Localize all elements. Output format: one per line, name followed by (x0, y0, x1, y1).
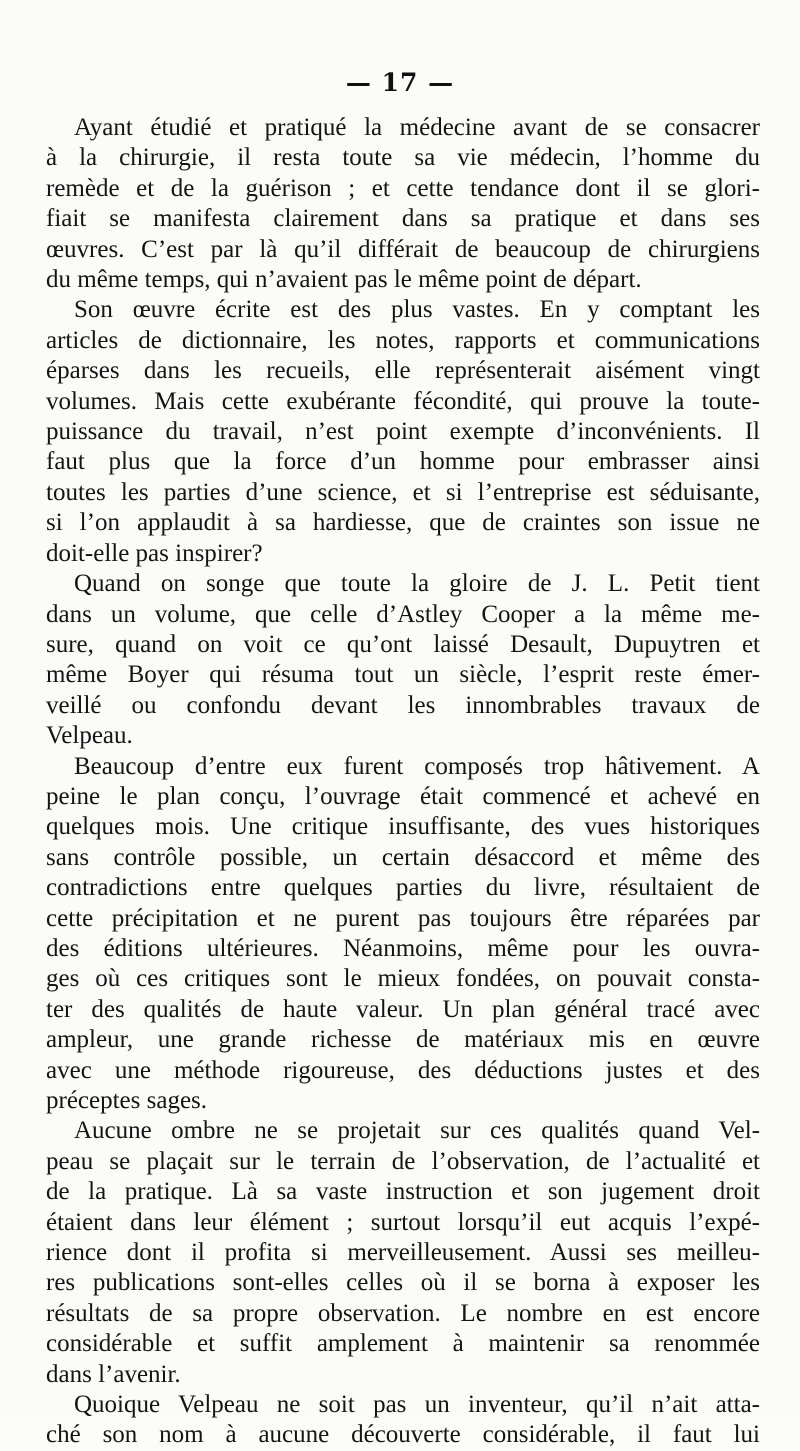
text-line: des éditions ultérieures. Néanmoins, même pour les ouvra- (46, 934, 760, 962)
paragraph (46, 295, 760, 569)
text-line: res publications sont-elles celles où il se borna à exposer les (46, 1269, 760, 1297)
text-line: si l’on applaudit à sa hardiesse, que de craintes son issue ne (46, 509, 760, 537)
text-line: Ayant étudié et pratiqué la médecine avant de se consacrer (74, 114, 760, 141)
text-line: volumes. Mais cette exubérante fécondité, qui prouve la toute- (46, 387, 760, 415)
text-line: avec une méthode rigoureuse, des déductions justes et des (46, 1056, 760, 1084)
text-line: étaient dans leur élément ; surtout lorsqu’il eut acquis l’expé- (46, 1208, 760, 1236)
text-line: sans contrôle possible, un certain désaccord et même des (46, 843, 760, 871)
paragraph (46, 752, 760, 1117)
text-line: doit-elle pas inspirer? (46, 539, 263, 567)
text-line: éparses dans les recueils, elle représenterait aisément vingt (46, 357, 760, 385)
text-line: ampleur, une grande richesse de matériaux mis en œuvre (46, 1026, 760, 1054)
text-line: Quand on songe que toute la gloire de J. L. Petit tient (74, 570, 760, 598)
text-line: résultats de sa propre observation. Le nombre en est encore (46, 1299, 760, 1327)
text-line: de la pratique. Là sa vaste instruction et son jugement droit (46, 1178, 760, 1206)
paragraph (46, 113, 760, 295)
text-line: faut plus que la force d’un homme pour embrasser ainsi (46, 448, 760, 476)
text-line: fiait se manifesta clairement dans sa pratique et dans ses (46, 205, 760, 233)
page-number: — 17 — (345, 68, 455, 97)
text-line: dans un volume, que celle d’Astley Cooper a la même me- (46, 600, 760, 628)
text-line: remède et de la guérison ; et cette tendance dont il se glori- (46, 174, 760, 202)
text-line: ter des qualités de haute valeur. Un plan général tracé avec (46, 995, 760, 1023)
text-line: Beaucoup d’entre eux furent composés trop hâtivement. A (74, 752, 760, 780)
text-line: Son œuvre écrite est des plus vastes. En y comptant les (74, 296, 760, 324)
text-line: contradictions entre quelques parties du livre, résultaient de (46, 874, 760, 902)
body-text (46, 113, 760, 1451)
text-line: articles de dictionnaire, les notes, rapports et communications (46, 326, 760, 354)
text-line: œuvres. C’est par là qu’il différait de beaucoup de chirurgiens (46, 235, 760, 263)
text-line: sure, quand on voit ce qu’ont laissé Desault, Dupuytren et (46, 630, 760, 658)
text-line: ché son nom à aucune découverte considérable, il faut lui (46, 1421, 760, 1449)
text-line: quelques mois. Une critique insuffisante, des vues historiques (46, 813, 760, 841)
text-line: Quoique Velpeau ne soit pas un inventeur, qu’il n’ait atta- (74, 1391, 760, 1419)
text-line: peine le plan conçu, l’ouvrage était commencé et achevé en (46, 782, 760, 810)
text-line: cette précipitation et ne purent pas toujours être réparées par (46, 904, 760, 932)
paragraph (46, 1390, 760, 1451)
paragraph (46, 1116, 760, 1390)
text-line: Aucune ombre ne se projetait sur ces qualités quand Vel- (74, 1117, 760, 1145)
text-line: dans l’avenir. (46, 1360, 181, 1388)
text-line: peau se plaçait sur le terrain de l’observation, de l’actualité et (46, 1147, 760, 1175)
text-line: considérable et suffit amplement à maintenir sa renommée (46, 1330, 760, 1358)
text-line: rience dont il profita si merveilleusement. Aussi ses meilleu- (46, 1239, 760, 1267)
text-line: préceptes sages. (46, 1087, 208, 1114)
paragraph (46, 569, 760, 751)
text-line: puissance du travail, n’est point exempte d’inconvénients. Il (46, 418, 760, 446)
text-line: ges où ces critiques sont le mieux fondées, on pouvait consta- (46, 965, 760, 993)
text-line: toutes les parties d’une science, et si l’entreprise est séduisante, (46, 478, 760, 506)
text-line: à la chirurgie, il resta toute sa vie médecin, l’homme du (46, 144, 760, 172)
text-line: du même temps, qui n’avaient pas le même point de départ. (46, 266, 642, 294)
text-line: veillé ou confondu devant les innombrables travaux de (46, 691, 760, 719)
text-line: Velpeau. (46, 722, 133, 750)
text-line: même Boyer qui résuma tout un siècle, l’esprit reste émer- (46, 661, 760, 689)
